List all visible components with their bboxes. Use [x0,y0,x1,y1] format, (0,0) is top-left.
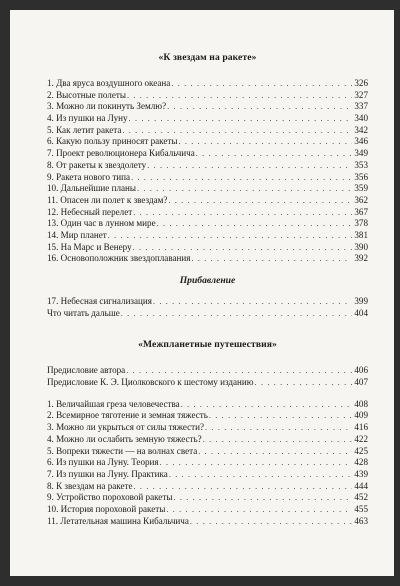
dot-leader [205,422,352,434]
dot-leader [171,78,352,90]
dot-leader [153,296,352,308]
toc-entry-page-number: 381 [354,229,368,240]
toc-entry-page-number: 428 [354,457,368,468]
toc-entry [47,207,368,219]
toc-entry [47,230,368,242]
toc-entry [47,434,368,446]
toc-entry [47,125,368,137]
toc-entry-title: Предисловие К. Э. Циолковского к шестому изданию [47,377,254,388]
section-title-mezhplanetnye: «Межпланетные путешествия» [138,339,277,351]
toc-entry-page-number: 346 [354,136,368,147]
dot-leader [126,365,352,377]
dot-leader [203,434,353,446]
toc-entry-title: 1. Величайшая греза человечества [47,398,180,409]
toc-entry-title: Что читать дальше [47,307,120,318]
toc-entry-title: 6. Какую пользу приносят ракеты [47,136,178,147]
toc-entry-title: 15. На Марс и Венеру [47,241,132,252]
toc-entry-page-number: 439 [354,468,368,479]
dot-leader [122,125,352,137]
toc-entry-title: 3. Можно ли покинуть Землю? [47,101,167,112]
toc-entry-title: 13. Один час в лунном мире [47,218,156,229]
dot-leader [191,253,352,265]
toc-entry-page-number: 326 [354,78,368,88]
toc-entry [47,422,368,434]
toc-entry [47,308,368,320]
toc-entry [47,172,368,184]
dot-leader [134,481,353,493]
toc-entry [47,377,368,389]
dot-leader [166,504,352,516]
toc-entry-page-number: 367 [354,206,368,217]
dot-leader [108,230,353,242]
toc-entry-title: 9. Ракета нового типа [47,171,131,182]
toc-entry-page-number: 353 [354,159,368,170]
toc-entry-title: 11. Опасен ли полет к звездам? [47,194,168,205]
dot-leader [127,90,352,102]
toc-entry-title: 5. Вопреки тяжести — на волнах света [47,445,198,456]
toc-entry-page-number: 404 [354,307,368,318]
toc-entry-page-number: 455 [354,503,368,514]
toc-list-prefaces [47,365,368,388]
toc-entry-title: Предисловие автора [47,365,126,376]
toc-entry-page-number: 359 [354,183,368,194]
toc-entry [47,183,368,195]
toc-entry-page-number: 356 [354,171,368,182]
toc-entry-page-number: 463 [354,515,368,526]
toc-entry-title: 5. Как летит ракета [47,124,122,135]
toc-entry-title: 2. Всемирное тяготение и земная тяжесть [47,410,208,421]
toc-entry [47,101,368,113]
toc-entry-page-number: 399 [354,296,368,306]
dot-leader [167,101,352,113]
toc-entry-page-number: 390 [354,241,368,252]
toc-entry [47,148,368,160]
toc-entry-page-number: 327 [354,89,368,100]
toc-entry-title: 11. Летательная машина Кибальчича [47,515,189,526]
toc-entry-title: 3. Можно ли укрыться от силы тяжести? [47,422,205,433]
dot-leader [209,410,352,422]
toc-list-k-zvezdam [47,78,368,265]
toc-entry [47,492,368,504]
toc-entry-page-number: 406 [354,365,368,376]
toc-entry-title: 8. От ракеты к звездолету [47,159,147,170]
dot-leader [198,446,352,458]
toc-entry [47,365,368,377]
dot-leader [131,172,352,184]
toc-entry [47,410,368,422]
toc-entry-page-number: 392 [354,253,368,264]
dot-leader [190,516,352,528]
toc-entry-title: 4. Можно ли ослабить земную тяжесть? [47,433,202,444]
dot-leader [196,148,353,160]
toc-entry [47,457,368,469]
toc-entry [47,242,368,254]
dot-leader [169,469,353,481]
dot-leader [121,308,353,320]
dot-leader [160,457,353,469]
dot-leader [133,207,352,219]
toc-entry [47,160,368,172]
toc-entry-page-number: 409 [354,410,368,421]
toc-entry-title: 17. Небесная сигнализация [47,296,152,306]
section-title-k-zvezdam: «К звездам на ракете» [158,52,257,63]
toc-entry-page-number: 425 [354,445,368,456]
toc-entry-title: 9. Устройство пороховой ракеты [47,492,173,503]
dot-leader [181,399,353,411]
toc-entry-page-number: 452 [354,492,368,503]
toc-entry [47,113,368,125]
toc-list-appendix [47,296,368,319]
toc-entry [47,504,368,516]
toc-entry-title: 10. История пороховой ракеты [47,503,166,514]
toc-entry-title: 1. Два яруса воздушного океана [47,78,171,88]
toc-entry [47,469,368,481]
dot-leader [137,183,352,195]
dot-leader [129,113,353,125]
toc-entry [47,399,368,411]
appendix-title: Прибавление [179,275,236,286]
toc-entry-title: 12. Небесный перелет [47,206,133,217]
dot-leader [255,377,353,389]
dot-leader [157,218,353,230]
toc-entry [47,296,368,308]
toc-entry-page-number: 337 [354,101,368,112]
toc-entry [47,516,368,528]
toc-entry [47,481,368,493]
toc-list-mezhplanetnye [47,399,368,528]
dot-leader [147,160,352,172]
toc-entry-title: 4. Из пушки на Луну [47,113,128,124]
toc-entry-page-number: 416 [354,422,368,433]
toc-entry-title: 14. Мир планет [47,229,107,240]
book-page [10,10,394,576]
dot-leader [173,492,352,504]
toc-entry-page-number: 444 [354,480,368,491]
toc-entry [47,446,368,458]
toc-entry-title: 8. К звездам на ракете [47,480,133,491]
toc-entry-title: 10. Дальнейшие планы [47,183,137,194]
toc-entry-title: 7. Из пушки на Луну. Практика [47,468,168,479]
toc-entry [47,78,368,90]
toc-entry-page-number: 340 [354,113,368,124]
toc-entry-page-number: 362 [354,194,368,205]
toc-entry [47,218,368,230]
dot-leader [178,136,352,148]
dot-leader [168,195,352,207]
toc-entry-page-number: 422 [354,433,368,444]
toc-entry-page-number: 342 [354,124,368,135]
toc-entry [47,253,368,265]
toc-entry-title: 7. Проект революционера Кибальчича [47,148,195,159]
toc-entry-title: 6. Из пушки на Луну. Теория [47,457,159,468]
dot-leader [133,242,353,254]
toc-entry-page-number: 407 [354,377,368,388]
toc-entry [47,90,368,102]
table-of-contents [47,52,368,527]
toc-entry-title: 2. Высотные полеты [47,89,126,100]
toc-entry [47,136,368,148]
toc-entry-title: 16. Основоположник звездоплавания [47,253,191,264]
toc-entry-page-number: 408 [354,398,368,409]
toc-entry-page-number: 349 [354,148,368,159]
toc-entry [47,195,368,207]
toc-entry-page-number: 378 [354,218,368,229]
